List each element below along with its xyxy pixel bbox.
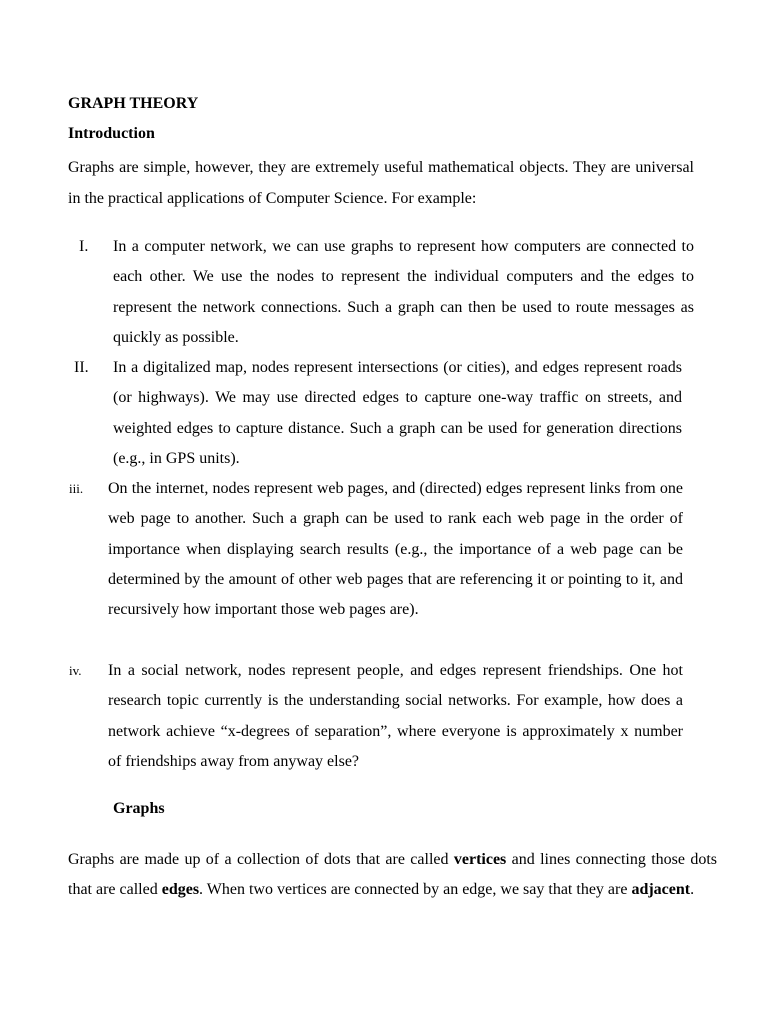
graphs-paragraph (68, 845, 717, 904)
graphs-text-part: . (690, 880, 695, 898)
list-item-text: In a digitalized map, nodes represent intersections (or cities), and edges represent roads (or highways). We may use directed edges to capture one-way traffic on streets, and weighted edges to capture distance. Such a graph can be used for generation directions (e.g., in GPS units). (113, 359, 682, 467)
introduction-heading: Introduction (68, 125, 155, 142)
graphs-text-part: . When two vertices are connected by an edge, we say that they are (199, 880, 632, 898)
graphs-text-part: Graphs are made up of a collection of dots that are called (68, 851, 454, 868)
term-adjacent: adjacent (631, 880, 691, 898)
list-marker: iii. (69, 481, 84, 496)
list-marker: II. (74, 359, 89, 376)
graphs-text-part: and lines connecting those dots that are called (68, 851, 718, 898)
introduction-paragraph: Graphs are simple, however, they are extremely useful mathematical objects. They are universal in the practical applications of Computer Science. For example: (68, 159, 694, 207)
document-title: GRAPH THEORY (68, 95, 199, 112)
list-marker: iv. (69, 663, 82, 678)
graphs-heading: Graphs (113, 800, 165, 817)
list-item-text: On the internet, nodes represent web pages, and (directed) edges represent links from one web page to another. Such a graph can be used to rank each web page in the order of importance when displaying search results (e.g., the importance of a web page can be determined by the amount of other web pages that are referencing it or pointing to it, and recursively how important those web pages are). (108, 480, 683, 619)
list-item-text: In a social network, nodes represent people, and edges represent friendships. One hot research topic currently is the understanding social networks. For example, how does a network achieve “x-degrees of separation”, where everyone is approximately x number of friendships away from anyway else? (108, 662, 683, 770)
term-edges: edges (161, 880, 200, 898)
term-vertices: vertices (453, 851, 507, 868)
list-marker: I. (79, 238, 89, 255)
list-item-text: In a computer network, we can use graphs to represent how computers are connected to each other. We use the nodes to represent the individual computers and the edges to represent the network connections. Such a graph can then be used to route messages as quickly as possible. (113, 238, 694, 346)
